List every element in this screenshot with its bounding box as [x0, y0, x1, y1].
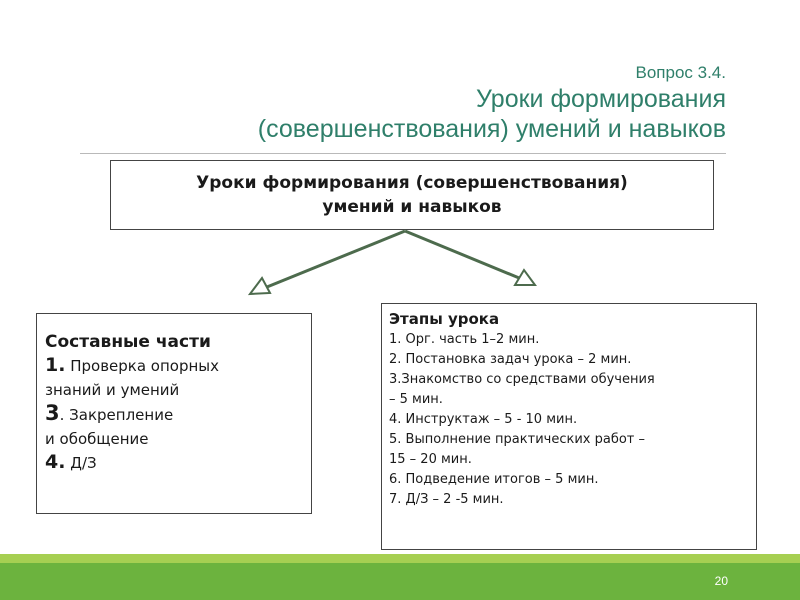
arrow-left: [262, 231, 405, 289]
lesson-stages-box: [381, 303, 757, 550]
arrow-left-head: [250, 278, 270, 294]
stage-line: 1. Орг. часть 1–2 мин.: [389, 332, 540, 347]
stage-line: 7. Д/З – 2 -5 мин.: [389, 492, 504, 507]
components-box: [36, 313, 312, 514]
components-item: 4. Д/З: [45, 451, 97, 473]
slide-title-line-2: (совершенствования) умений и навыков: [257, 115, 726, 143]
lesson-type-line-2: умений и навыков: [322, 197, 502, 217]
question-number: Вопрос 3.4.: [635, 63, 726, 82]
stage-line: – 5 мин.: [389, 392, 443, 407]
stage-line: 5. Выполнение практических работ –: [389, 432, 645, 447]
slide-title-line-1: Уроки формирования: [476, 85, 726, 113]
stage-line: 6. Подведение итогов – 5 мин.: [389, 472, 599, 487]
components-item: и обобщение: [45, 430, 149, 448]
lesson-type-line-1: Уроки формирования (совершенствования): [196, 173, 628, 193]
components-heading: Составные части: [45, 332, 211, 352]
stage-line: 2. Постановка задач урока – 2 мин.: [389, 352, 632, 367]
stage-line: 15 – 20 мин.: [389, 452, 472, 467]
arrow-right: [405, 231, 524, 280]
components-item: знаний и умений: [45, 381, 180, 399]
footer-accent-strip: [0, 554, 800, 563]
stage-line: 4. Инструктаж – 5 - 10 мин.: [389, 412, 578, 427]
components-item: 3. Закрепление: [45, 401, 174, 425]
stage-line: 3.Знакомство со средствами обучения: [389, 372, 655, 387]
page-number: 20: [714, 574, 728, 588]
lesson-stages-heading: Этапы урока: [389, 310, 500, 328]
components-item: 1. Проверка опорных: [45, 354, 220, 376]
footer-bar: [0, 563, 800, 600]
